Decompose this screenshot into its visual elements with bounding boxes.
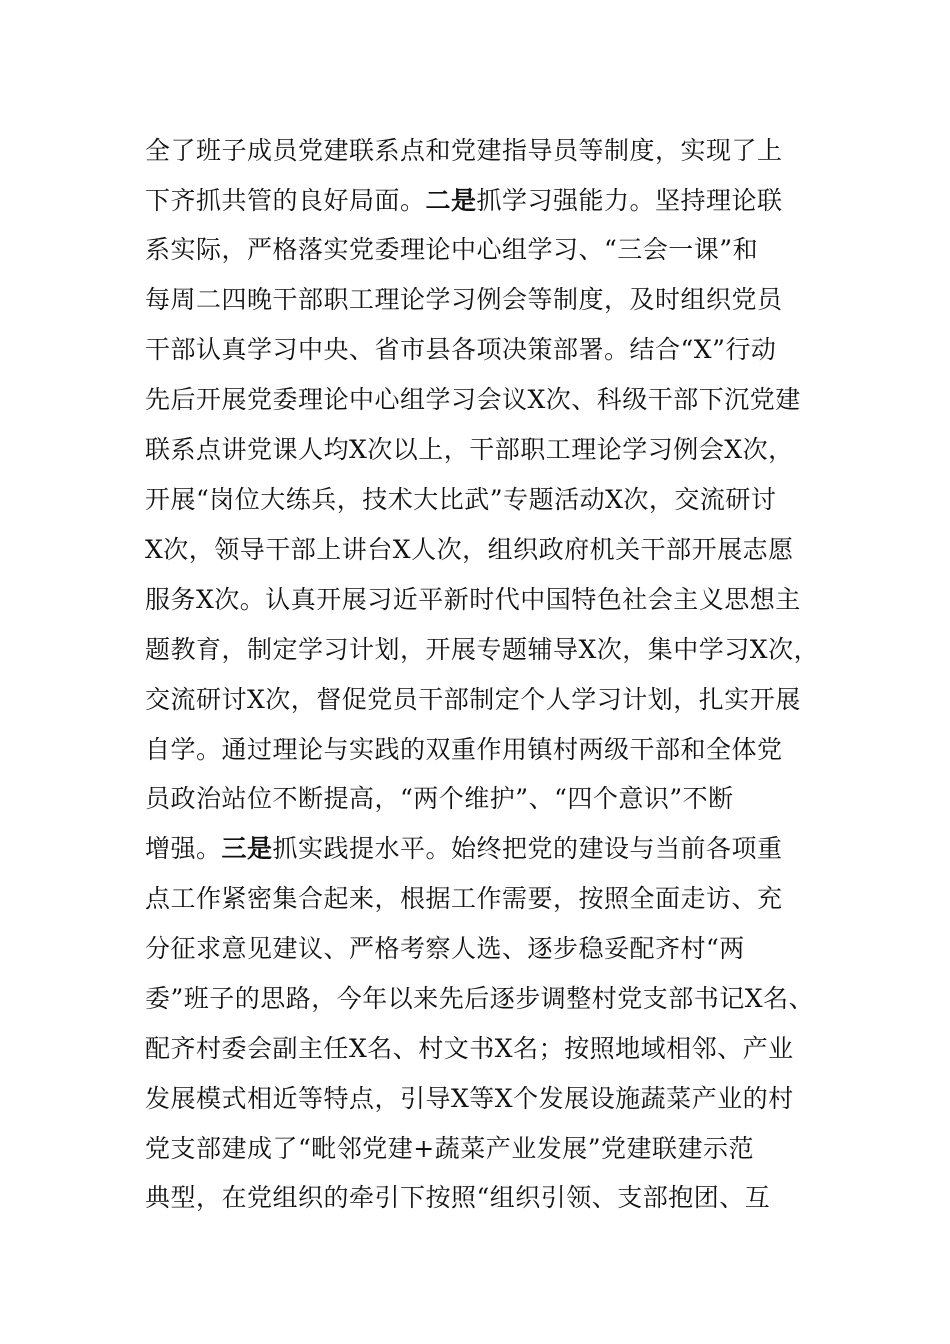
text-line-14 [145,779,734,819]
text-line-11-text: 题教育，制定学习计划，开展专题辅导X次，集中学习X次， [145,635,820,664]
text-line-12-text: 交流研讨X次，督促党员干部制定个人学习计划，扎实开展 [145,685,801,714]
text-line-20-text: 发展模式相近等特点，引导X等X个发展设施蔬菜产业的村 [145,1084,794,1113]
text-line-19 [145,1029,794,1069]
text-line-22-text: 典型，在党组织的牵引下按照“组织引领、支部抱团、互 [145,1183,771,1212]
text-line-15-pre: 增强。 [145,834,222,863]
text-line-10 [145,580,801,620]
text-line-4 [145,280,783,320]
text-line-9 [145,530,794,570]
text-line-3-text: 系实际，严格落实党委理论中心组学习、“三会一课”和 [145,235,759,264]
text-line-17 [145,929,745,969]
text-line-1-text: 全了班子成员党建联系点和党建指导员等制度，实现了上 [145,136,783,165]
text-line-16 [145,879,783,919]
text-line-2-pre: 下齐抓共管的良好局面。 [145,186,426,215]
text-line-13 [145,730,783,770]
text-line-17-text: 分征求意见建议、严格考察人选、逐步稳妥配齐村“两 [145,934,745,963]
text-line-1 [145,131,783,171]
text-line-12 [145,680,801,720]
text-line-16-text: 点工作紧密集合起来，根据工作需要，按照全面走访、充 [145,884,783,913]
text-line-7 [145,430,794,470]
text-line-4-text: 每周二四晚干部职工理论学习例会等制度，及时组织党员 [145,285,783,314]
text-line-14-text: 员政治站位不断提高，“两个维护”、“四个意识”不断 [145,784,734,813]
text-line-5 [145,330,776,370]
text-line-7-text: 联系点讲党课人均X次以上，干部职工理论学习例会X次， [145,435,794,464]
text-line-8 [145,480,776,520]
text-line-21-text: 党支部建成了“毗邻党建+蔬菜产业发展”党建联建示范 [145,1134,755,1163]
text-line-10-text: 服务X次。认真开展习近平新时代中国特色社会主义思想主 [145,585,801,614]
text-line-6 [145,380,801,420]
text-line-15-post: 抓实践提水平。始终把党的建设与当前各项重 [272,834,783,863]
text-line-20 [145,1079,794,1119]
text-line-6-text: 先后开展党委理论中心组学习会议X次、科级干部下沉党建 [145,385,801,414]
text-line-2-bold: 二是 [425,186,477,215]
text-line-18 [145,979,814,1019]
text-line-21 [145,1129,754,1169]
text-line-15 [145,829,783,869]
text-line-2-post: 抓学习强能力。坚持理论联 [476,186,783,215]
text-line-11 [145,630,819,670]
text-line-3 [145,230,758,270]
text-line-18-text: 委”班子的思路，今年以来先后逐步调整村党支部书记X名、 [145,984,815,1013]
text-line-22 [145,1178,770,1218]
text-line-15-bold: 三是 [221,834,273,863]
text-line-2 [145,181,783,221]
text-line-9-text: X次，领导干部上讲台X人次，组织政府机关干部开展志愿 [145,535,794,564]
text-line-8-text: 开展“岗位大练兵，技术大比武”专题活动X次，交流研讨 [145,485,777,514]
text-line-5-text: 干部认真学习中央、省市县各项决策部署。结合“X”行动 [145,335,777,364]
text-line-13-text: 自学。通过理论与实践的双重作用镇村两级干部和全体党 [145,735,783,764]
text-line-19-text: 配齐村委会副主任X名、村文书X名；按照地域相邻、产业 [145,1034,794,1063]
